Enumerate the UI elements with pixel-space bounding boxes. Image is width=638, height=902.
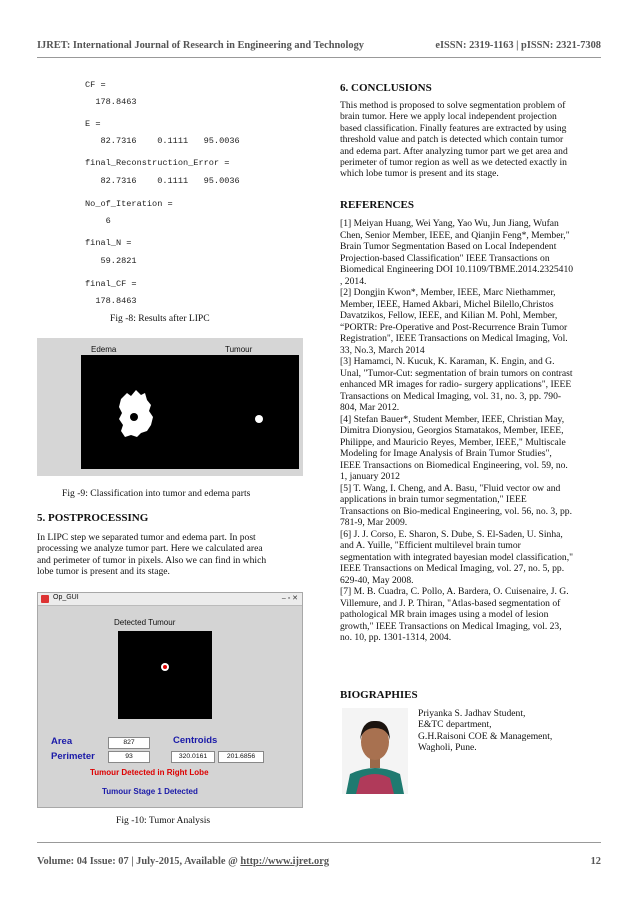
reference-line: growth," IEEE Transactions on Medical Imaging, vol. 23, [340, 620, 562, 632]
reference-line: pathological MR brain images using a model of lesion [340, 609, 549, 620]
references-heading: REFERENCES [340, 199, 414, 211]
detected-tumour-title: Detected Tumour [114, 618, 176, 627]
page-number: 12 [590, 856, 601, 867]
reference-line: , 2014. [340, 275, 367, 287]
reference-line: [6] J. J. Corso, E. Sharon, S. Dube, S. El-Saden, U. Sinha, [340, 528, 563, 540]
journal-name: IJRET: International Journal of Research in Engineering and Technology [37, 40, 364, 51]
console-line: 178.8463 [85, 296, 137, 306]
console-line: No_of_Iteration = [85, 199, 173, 209]
reference-line: 33, No.3, March 2014 [340, 344, 425, 356]
postprocessing-heading: 5. POSTPROCESSING [37, 512, 149, 524]
text-line: threshold value and patch is detected which contain tumor [340, 134, 564, 146]
console-line: E = [85, 119, 101, 129]
console-line: 82.7316 0.1111 95.0036 [85, 136, 240, 146]
tumour-image [189, 355, 299, 469]
fig8-caption: Fig -8: Results after LIPC [110, 313, 210, 324]
reference-line: Registration", IEEE Transactions on Medical Imaging, Vol. [340, 333, 568, 344]
perimeter-value-field[interactable]: 93 [108, 751, 150, 763]
console-line: 178.8463 [85, 97, 137, 107]
centroids-label: Centroids [173, 735, 218, 746]
author-photo [342, 708, 408, 794]
reference-line: [2] Dongjin Kwon*, Member, IEEE, Marc Niethammer, [340, 287, 556, 298]
reference-line: 804, Mar 2012. [340, 402, 400, 413]
biographies-heading: BIOGRAPHIES [340, 689, 418, 701]
text-line: and perimeter of tumor in pixels. Also we can find in which [37, 554, 267, 566]
reference-line: Villemure, and J. P. Thiran, "Atlas-based segmentation of [340, 597, 561, 609]
footer-rule [37, 842, 601, 843]
reference-line: Biomedical Engineering DOI 10.1109/TBME.2014.2325410 [340, 264, 574, 275]
reference-line: Member, IEEE, Hamed Akbari, Michel Bilello,Christos [340, 298, 554, 310]
area-value-field[interactable]: 827 [108, 737, 150, 749]
console-line: CF = [85, 80, 106, 90]
text-line: processing we analyze tumor part. Here we calculated area [37, 543, 263, 555]
console-line: final_CF = [85, 279, 137, 289]
reference-line: IEEE Transactions on Biomedical Engineering, vol. 59, no. [340, 459, 568, 471]
stage-status-text: Tumour Stage 1 Detected [102, 787, 198, 796]
reference-line: enhanced MR images for radio- surgery applications", IEEE [340, 379, 572, 390]
console-line: 82.7316 0.1111 95.0036 [85, 176, 240, 186]
reference-line: [3] Hamamci, N. Kucuk, K. Karaman, K. Engin, and G. [340, 356, 555, 367]
op-gui-window [37, 592, 303, 808]
journal-link[interactable]: http://www.ijret.org [240, 856, 330, 867]
console-line: final_N = [85, 238, 132, 248]
area-label: Area [51, 736, 73, 747]
bio-line: Priyanka S. Jadhav Student, [418, 708, 526, 719]
console-line: 6 [85, 216, 111, 226]
reference-line: “PORTR: Pre-Operative and Post-Recurrence Brain Tumor [340, 321, 568, 333]
reference-line: [4] Stefan Bauer*, Student Member, IEEE, Christian May, [340, 413, 565, 425]
text-line: brain tumor. Here we apply local independent projection [340, 111, 557, 123]
console-line: 59.2821 [85, 256, 137, 266]
window-controls-icon[interactable]: – ▫ ✕ [281, 595, 298, 602]
reference-line: segmentation with integrated bayesian model classification," [340, 551, 574, 563]
header-rule [37, 57, 601, 58]
tumour-label: Tumour [225, 345, 253, 354]
reference-line: applications in brain tumor segmentation," IEEE [340, 494, 527, 505]
reference-line: Transactions on Medical Imaging, vol. 31, no. 3, pp. 790- [340, 390, 562, 402]
console-line: final_Reconstruction_Error = [85, 158, 230, 168]
reference-line: Davatzikos, Fellow, IEEE, and Kilian M. Pohl, Member, [340, 310, 558, 321]
detected-tumour-image [118, 631, 212, 719]
reference-line: 629-40, May 2008. [340, 574, 414, 586]
running-footer [37, 856, 601, 867]
issn-text: eISSN: 2319-1163 | pISSN: 2321-7308 [435, 40, 601, 51]
edema-label: Edema [91, 345, 117, 354]
reference-line: IEEE Transactions on Medical Imaging, vol. 27, no. 5, pp. [340, 563, 565, 574]
fig10-caption: Fig -10: Tumor Analysis [116, 815, 211, 826]
reference-line: Transactions on Bio-medical Engineering, vol. 56, no. 3, pp. [340, 505, 572, 517]
running-header [37, 40, 601, 51]
reference-line: Projection-based Classification" IEEE Transactions on [340, 252, 550, 264]
reference-line: Unal, "Tumor-Cut: segmentation of brain tumors on contrast [340, 367, 573, 379]
reference-line: [7] M. B. Cuadra, C. Pollo, A. Bardera, O. Cuisenaire, J. G. [340, 586, 569, 597]
window-title: Op_GUI [53, 594, 79, 601]
window-titlebar [38, 593, 302, 606]
text-line: and edema part. After analyzing tumor part we get area and [340, 145, 568, 157]
text-line: In LIPC step we separated tumor and edema part. In post [37, 532, 256, 543]
centroid-y-field[interactable]: 201.6856 [218, 751, 264, 763]
text-line: perimeter of tumor region as well as we detected exactly in [340, 157, 567, 169]
reference-line: Dimitra Dionysiou, Georgios Stamatakos, Member, IEEE, [340, 425, 564, 436]
bio-line: E&TC department, [418, 719, 492, 731]
references-list [340, 218, 602, 644]
bio-line: G.H.Raisoni COE & Management, [418, 730, 553, 742]
conclusions-paragraph [340, 100, 602, 180]
reference-line: and A. Yuille, "Efficient multilevel brain tumor [340, 540, 521, 551]
text-line: This method is proposed to solve segmentation problem of [340, 100, 566, 111]
reference-line: Philippe, and Mauricio Reyes, Member, IEEE," Multiscale [340, 436, 566, 448]
text-line: lobe tumor is present and its stage. [37, 566, 170, 578]
postprocessing-paragraph [37, 532, 303, 578]
conclusions-heading: 6. CONCLUSIONS [340, 82, 432, 94]
perimeter-label: Perimeter [51, 751, 95, 762]
reference-line: no. 10, pp. 1301-1314, 2004. [340, 632, 452, 643]
edema-image [81, 355, 191, 469]
reference-line: Chen, Senior Member, IEEE, and Qianjin Feng*, Member," [340, 229, 570, 241]
reference-line: Modeling for Image Analysis of Brain Tumor Studies", [340, 448, 552, 459]
reference-line: 781-9, Mar 2009. [340, 517, 408, 528]
fig9-caption: Fig -9: Classification into tumor and edema parts [62, 488, 251, 499]
bio-line: Wagholi, Pune. [418, 742, 477, 754]
fig9-classification-figure [37, 338, 303, 476]
centroid-x-field[interactable]: 320.0161 [171, 751, 215, 763]
text-line: which lobe tumor is present and its stage. [340, 168, 499, 180]
reference-line: [1] Meiyan Huang, Wei Yang, Yao Wu, Jun Jiang, Wufan [340, 218, 559, 229]
lobe-status-text: Tumour Detected in Right Lobe [90, 768, 209, 777]
reference-line: 1, january 2012 [340, 471, 400, 482]
reference-line: Brain Tumor Segmentation Based on Local Independent [340, 241, 557, 252]
biography-text [418, 708, 604, 754]
text-line: based classification. Finally features are extracted by using [340, 122, 567, 134]
volume-text: Volume: 04 Issue: 07 | July-2015, Available @ [37, 856, 241, 867]
matlab-icon [41, 595, 49, 603]
reference-line: [5] T. Wang, I. Cheng, and A. Basu, "Fluid vector ow and [340, 482, 561, 494]
